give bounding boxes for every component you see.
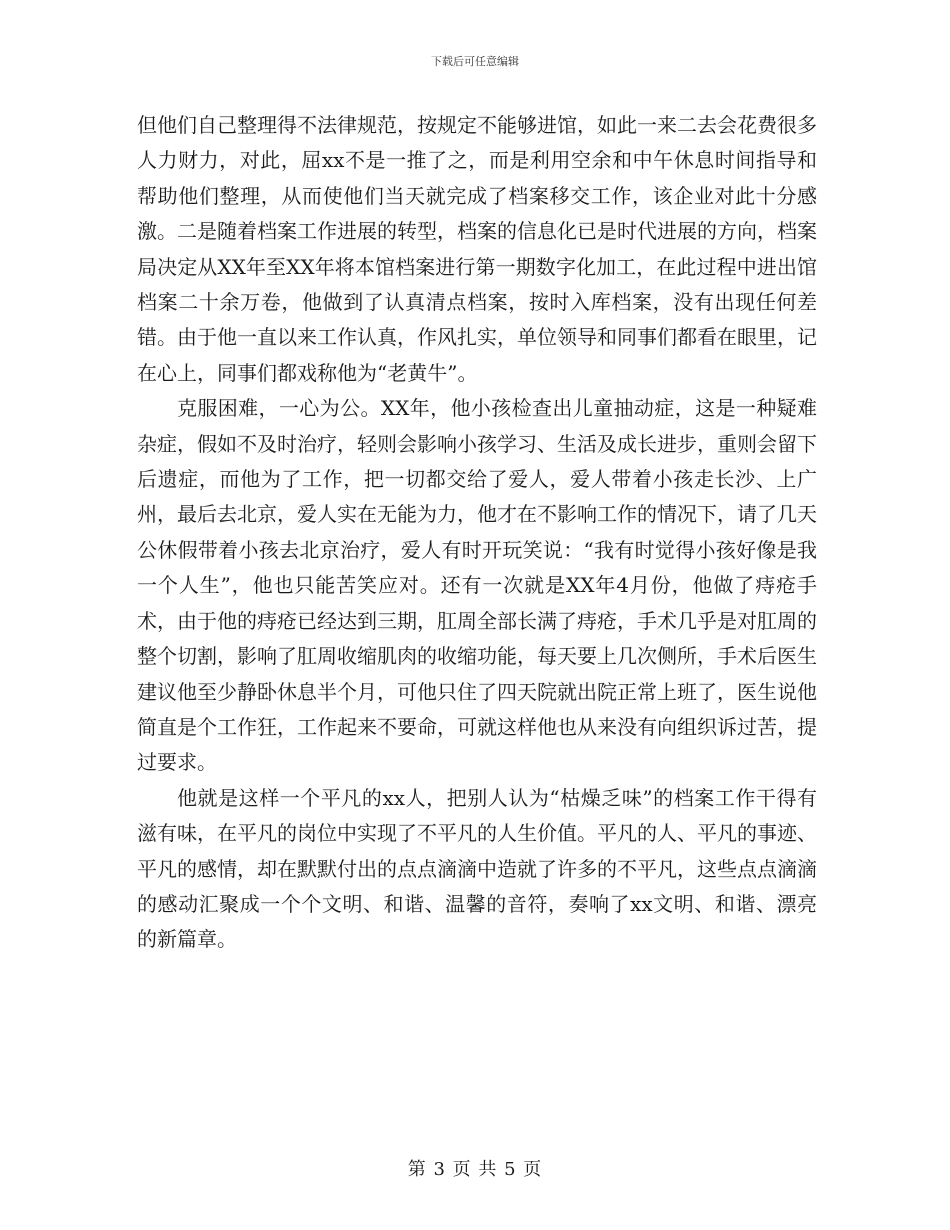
- header-text: 下载后可任意编辑: [431, 55, 519, 68]
- page-number: 第 3 页 共 5 页: [407, 1159, 543, 1180]
- page-header: [0, 53, 950, 69]
- page-footer: [0, 1155, 950, 1181]
- paragraph: 但他们自己整理得不法律规范，按规定不能够进馆，如此一来二去会花费很多人力财力，对此，屈xx不是一推了之，而是利用空余和中午休息时间指导和帮助他们整理，从而使他们当天就完成了档案移交工作，该企业对此十分感激。二是随着档案工作进展的转型，档案的信息化已是时代进展的方向，档案局决定从XX年至XX年将本馆档案进行第一期数字化加工，在此过程中进出馆档案二十余万卷，他做到了认真清点档案，按时入库档案，没有出现任何差错。由于他一直以来工作认真，作风扎实，单位领导和同事们都看在眼里，记在心上，同事们都戏称他为“老黄牛”。: [137, 113, 817, 385]
- paragraph: 他就是这样一个平凡的xx人，把别人认为“枯燥乏味”的档案工作干得有滋有味，在平凡的岗位中实现了不平凡的人生价值。平凡的人、平凡的事迹、平凡的感情，却在默默付出的点点滴滴中造就了许多的不平凡，这些点点滴滴的感动汇聚成一个个文明、和谐、温馨的音符，奏响了xx文明、和谐、漂亮的新篇章。: [137, 785, 817, 952]
- document-body: [137, 108, 817, 958]
- paragraph: 克服困难，一心为公。XX年，他小孩检查出儿童抽动症，这是一种疑难杂症，假如不及时治疗，轻则会影响小孩学习、生活及成长进步，重则会留下后遗症，而他为了工作，把一切都交给了爱人，爱人带着小孩走长沙、上广州，最后去北京，爱人实在无能为力，他才在不影响工作的情况下，请了几天公休假带着小孩去北京治疗，爱人有时开玩笑说：“我有时觉得小孩好像是我一个人生”，他也只能苦笑应对。还有一次就是XX年4月份，他做了痔疮手术，由于他的痔疮已经达到三期，肛周全部长满了痔疮，手术几乎是对肛周的整个切割，影响了肛周收缩肌肉的收缩功能，每天要上几次侧所，手术后医生建议他至少静卧休息半个月，可他只住了四天院就出院正常上班了，医生说他简直是个工作狂，工作起来不要命，可就这样他也从来没有向组织诉过苦，提过要求。: [137, 396, 817, 775]
